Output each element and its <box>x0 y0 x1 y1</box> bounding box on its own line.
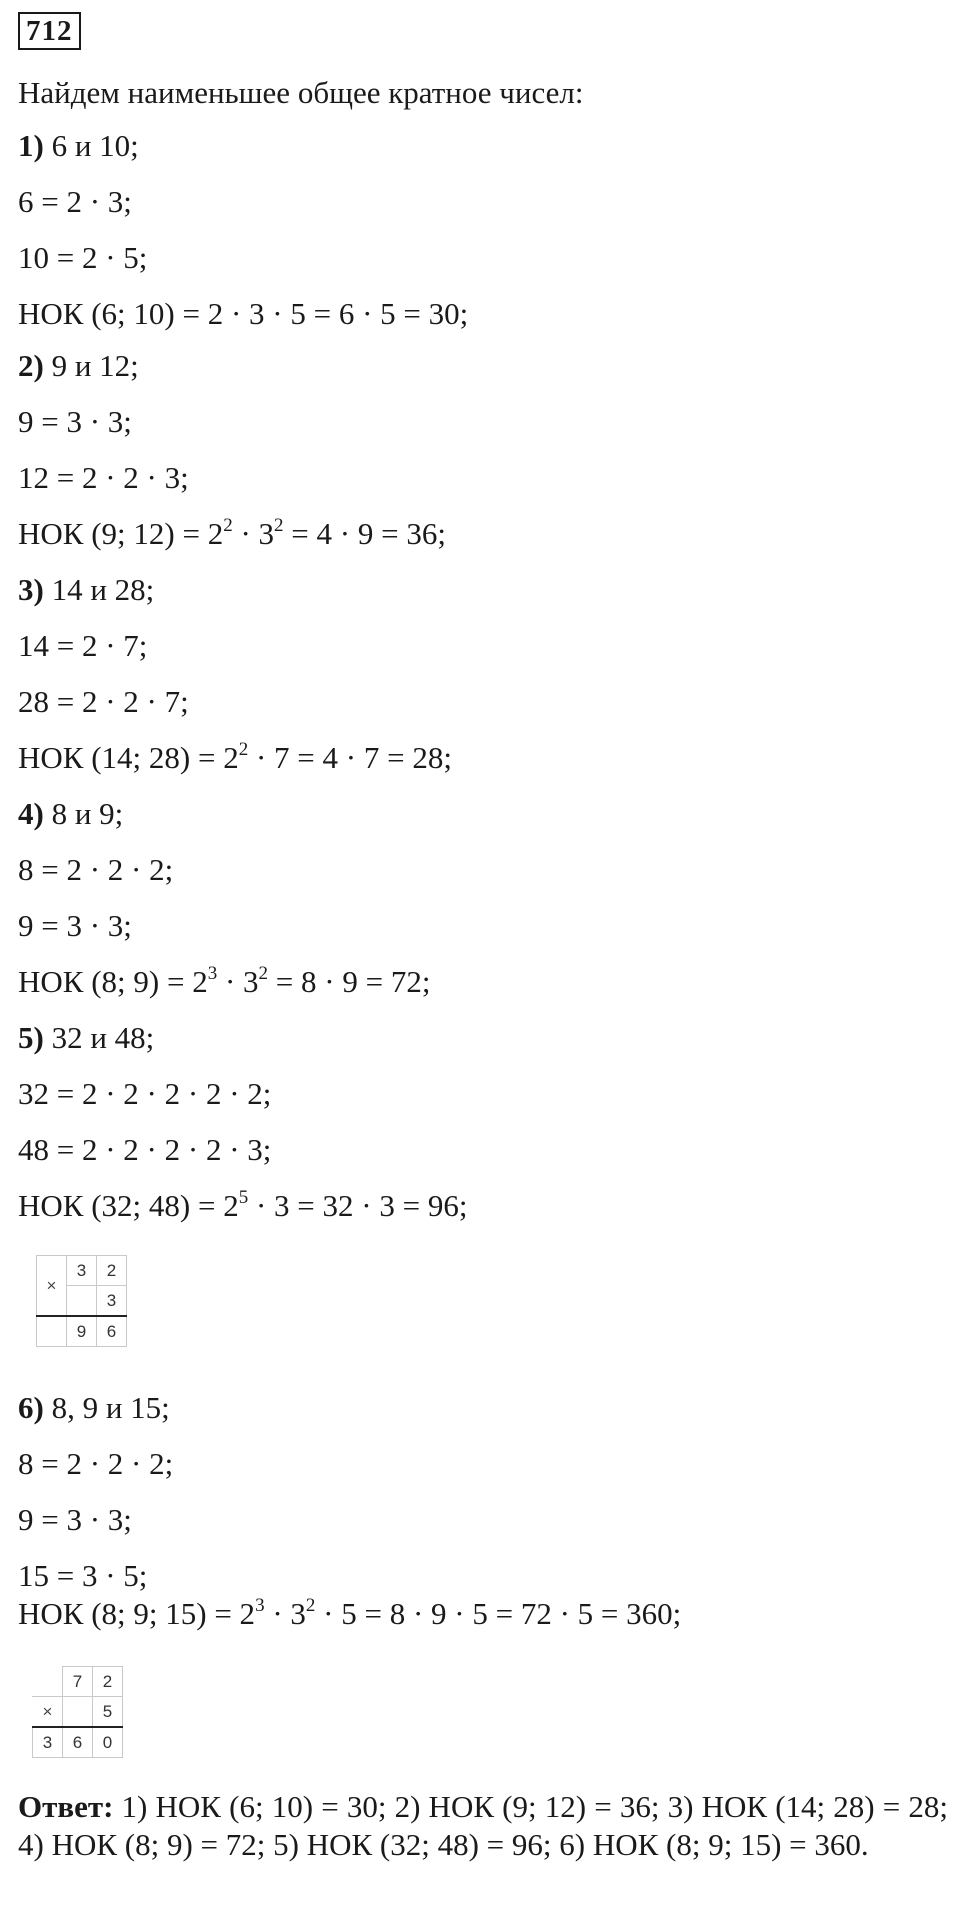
calc-digit: 2 <box>97 1256 127 1286</box>
section-1-lcm: НОК (6; 10) = 2 · 3 · 5 = 6 · 5 = 30; <box>18 296 469 331</box>
calc-result-digit: 6 <box>97 1316 127 1347</box>
calc-empty-cell <box>37 1316 67 1347</box>
answer-label: Ответ: <box>18 1789 114 1824</box>
section-2-factor-1: 9 = 3 · 3; <box>18 404 132 439</box>
section-5-lcm: НОК (32; $48) = 2^5 \cdot 3 = 32 \cdot 3 = 96$; <box>18 1187 468 1223</box>
section-4-pair: 8 и 9; <box>51 796 124 831</box>
section-6-factor-2: 9 = 3 · 3; <box>18 1502 132 1537</box>
section-6-pair: 8, 9 и 15; <box>51 1390 170 1425</box>
calc-digit: 3 <box>97 1286 127 1317</box>
section-5-label: 5) <box>18 1020 44 1055</box>
section-6-lcm: НОК (8; 9; $15) = 2^3 \cdot 3^2 \cdot 5 = 8 \cdot 9 \cdot 5 = 72 \cdot 5 = 360$; <box>18 1595 682 1631</box>
calc-empty-cell <box>33 1667 63 1697</box>
calc-result-digit: 9 <box>67 1316 97 1347</box>
calc-digit: 5 <box>93 1697 123 1728</box>
calc-digit <box>63 1697 93 1728</box>
multiply-sign: × <box>37 1256 67 1317</box>
section-2-lcm: НОК (9; $12) = 2^2 \cdot 3^2 = 4 \cdot 9 = 36$; <box>18 515 446 551</box>
section-3-factor-1: 14 = 2 · 7; <box>18 628 148 663</box>
task-number: 712 <box>18 12 81 50</box>
section-2-label: 2) <box>18 348 44 383</box>
calc-result-digit: 3 <box>33 1727 63 1758</box>
answer-text: 1) НОК (6; 10) = 30; 2) НОК (9; 12) = 36; 3) НОК (14; 28) = 28; 4) НОК (8; 9) = 72; 5) НОК (32; 48) = 96; 6) НОК (8; 9; 15) = 360. <box>18 1789 948 1862</box>
intro-text: Найдем наименьшее общее кратное чисел: <box>18 75 584 110</box>
calc-digit <box>67 1286 97 1317</box>
answer-paragraph <box>18 1788 948 1864</box>
column-multiplication-72x5 <box>32 1666 123 1758</box>
section-6-factor-1: 8 = 2 · 2 · 2; <box>18 1446 174 1481</box>
section-1-header <box>18 128 139 164</box>
section-1-pair: 6 и 10; <box>51 128 139 163</box>
calc-result-digit: 6 <box>63 1727 93 1758</box>
section-1-factor-1: 6 = 2 · 3; <box>18 184 132 219</box>
section-4-header <box>18 796 123 832</box>
section-6-factor-3: 15 = 3 · 5; <box>18 1558 148 1593</box>
calc-digit: 2 <box>93 1667 123 1697</box>
section-3-factor-2: 28 = 2 · 2 · 7; <box>18 684 189 719</box>
section-5-factor-1: 32 = 2 · 2 · 2 · 2 · 2; <box>18 1076 272 1111</box>
section-6-header <box>18 1390 170 1426</box>
section-6-label: 6) <box>18 1390 44 1425</box>
calc-digit: 7 <box>63 1667 93 1697</box>
calc-digit: 3 <box>67 1256 97 1286</box>
multiply-sign: × <box>33 1697 63 1728</box>
section-3-label: 3) <box>18 572 44 607</box>
section-3-pair: 14 и 28; <box>51 572 155 607</box>
section-5-header <box>18 1020 154 1056</box>
section-4-factor-1: 8 = 2 · 2 · 2; <box>18 852 174 887</box>
section-5-pair: 32 и 48; <box>51 1020 155 1055</box>
section-1-factor-2: 10 = 2 · 5; <box>18 240 148 275</box>
section-4-lcm: НОК (8; $9) = 2^3 \cdot 3^2 = 8 \cdot 9 = 72$; <box>18 963 431 999</box>
column-multiplication-32x3 <box>36 1255 127 1347</box>
section-2-factor-2: 12 = 2 · 2 · 3; <box>18 460 189 495</box>
section-4-factor-2: 9 = 3 · 3; <box>18 908 132 943</box>
section-4-label: 4) <box>18 796 44 831</box>
section-2-pair: 9 и 12; <box>51 348 139 383</box>
section-1-label: 1) <box>18 128 44 163</box>
calc-result-digit: 0 <box>93 1727 123 1758</box>
section-3-lcm: НОК (14; $28) = 2^2 \cdot 7 = 4 \cdot 7 = 28$; <box>18 739 452 775</box>
section-2-header <box>18 348 139 384</box>
section-5-factor-2: 48 = 2 · 2 · 2 · 2 · 3; <box>18 1132 272 1167</box>
section-3-header <box>18 572 154 608</box>
